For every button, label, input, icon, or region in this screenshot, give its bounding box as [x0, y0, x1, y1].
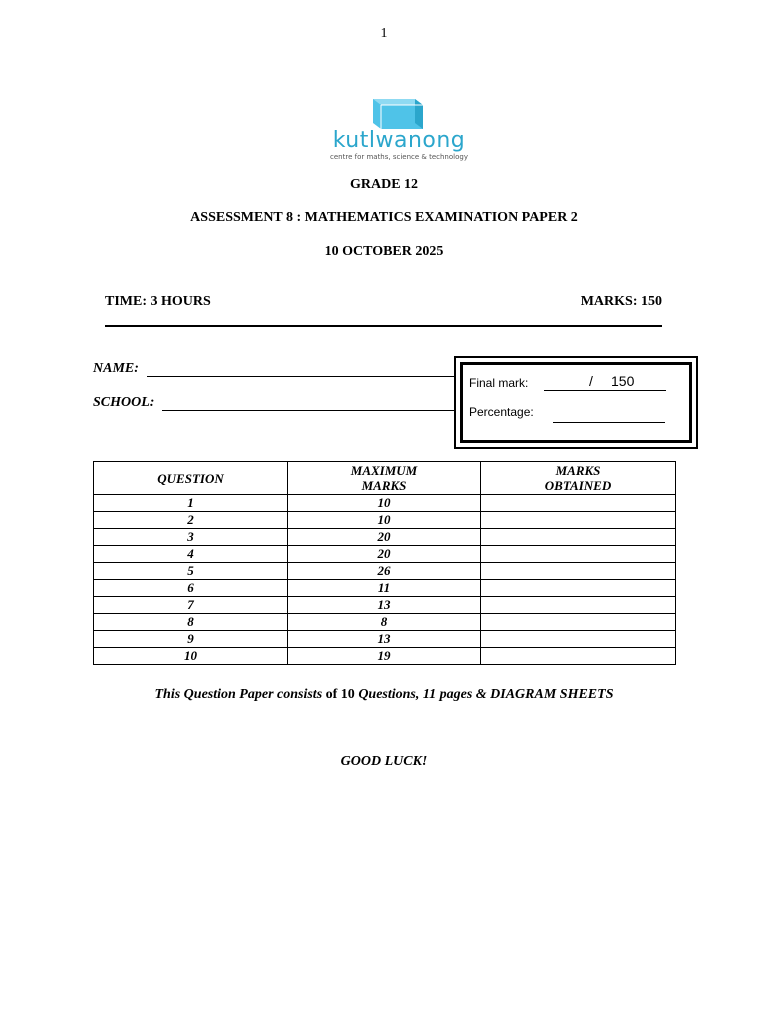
max-marks-cell: 11 [288, 580, 481, 597]
table-row [94, 648, 676, 665]
marks-obtained-cell[interactable] [481, 580, 676, 597]
table-row [94, 529, 676, 546]
kutlwanong-logo-icon [371, 99, 425, 129]
table-row [94, 495, 676, 512]
paper-info-part1: This Question Paper consists [154, 687, 323, 702]
marks-obtained-cell[interactable] [481, 614, 676, 631]
question-cell: 3 [94, 529, 288, 546]
header-marks-obtained: MARKS OBTAINED [481, 462, 676, 495]
marks-table [93, 461, 676, 665]
final-mark-field[interactable] [544, 390, 666, 391]
question-cell: 7 [94, 597, 288, 614]
school-field[interactable] [162, 410, 455, 411]
marks-obtained-cell[interactable] [481, 597, 676, 614]
school-label: SCHOOL: [93, 395, 155, 410]
logo-tagline: centre for maths, science & technology [330, 153, 468, 161]
table-row [94, 614, 676, 631]
total-marks: MARKS: 150 [580, 294, 662, 309]
marks-obtained-cell[interactable] [481, 563, 676, 580]
question-cell: 9 [94, 631, 288, 648]
assessment-title: ASSESSMENT 8 : MATHEMATICS EXAMINATION PAPER 2 [190, 210, 578, 225]
table-row [94, 546, 676, 563]
name-field[interactable] [147, 376, 455, 377]
marks-obtained-cell[interactable] [481, 495, 676, 512]
logo-wordmark: kutlwanong [332, 128, 466, 153]
max-marks-cell: 20 [288, 546, 481, 563]
question-cell: 6 [94, 580, 288, 597]
paper-info-part3: Questions, 11 pages & DIAGRAM SHEETS [358, 687, 614, 702]
max-marks-cell: 20 [288, 529, 481, 546]
question-cell: 1 [94, 495, 288, 512]
header-question: QUESTION [94, 462, 288, 495]
max-marks-cell: 8 [288, 614, 481, 631]
percentage-field[interactable] [553, 422, 665, 423]
final-mark-slash: / [589, 373, 593, 389]
max-marks-cell: 19 [288, 648, 481, 665]
marks-obtained-cell[interactable] [481, 512, 676, 529]
good-luck-message: GOOD LUCK! [340, 754, 428, 769]
max-marks-cell: 10 [288, 512, 481, 529]
max-marks-cell: 10 [288, 495, 481, 512]
final-mark-total: 150 [611, 373, 635, 389]
time-allowed: TIME: 3 HOURS [105, 294, 211, 309]
name-label: NAME: [93, 361, 139, 376]
grade-heading: GRADE 12 [349, 177, 419, 192]
header-divider [105, 325, 662, 327]
table-row [94, 563, 676, 580]
table-row [94, 631, 676, 648]
page-number: 1 [380, 26, 388, 41]
final-mark-box [454, 356, 698, 449]
final-mark-label: Final mark: [469, 376, 529, 390]
max-marks-cell: 13 [288, 631, 481, 648]
marks-obtained-cell[interactable] [481, 546, 676, 563]
question-cell: 2 [94, 512, 288, 529]
table-row [94, 597, 676, 614]
question-cell: 8 [94, 614, 288, 631]
paper-info-note [0, 687, 768, 703]
percentage-label: Percentage: [469, 405, 534, 419]
max-marks-cell: 26 [288, 563, 481, 580]
question-cell: 4 [94, 546, 288, 563]
header-maximum-marks: MAXIMUM MARKS [288, 462, 481, 495]
question-cell: 5 [94, 563, 288, 580]
table-row [94, 580, 676, 597]
exam-date: 10 OCTOBER 2025 [324, 244, 444, 259]
question-cell: 10 [94, 648, 288, 665]
paper-info-part2: of 10 [322, 687, 359, 702]
table-header-row [94, 462, 676, 495]
marks-obtained-cell[interactable] [481, 631, 676, 648]
marks-obtained-cell[interactable] [481, 529, 676, 546]
max-marks-cell: 13 [288, 597, 481, 614]
marks-obtained-cell[interactable] [481, 648, 676, 665]
table-row [94, 512, 676, 529]
